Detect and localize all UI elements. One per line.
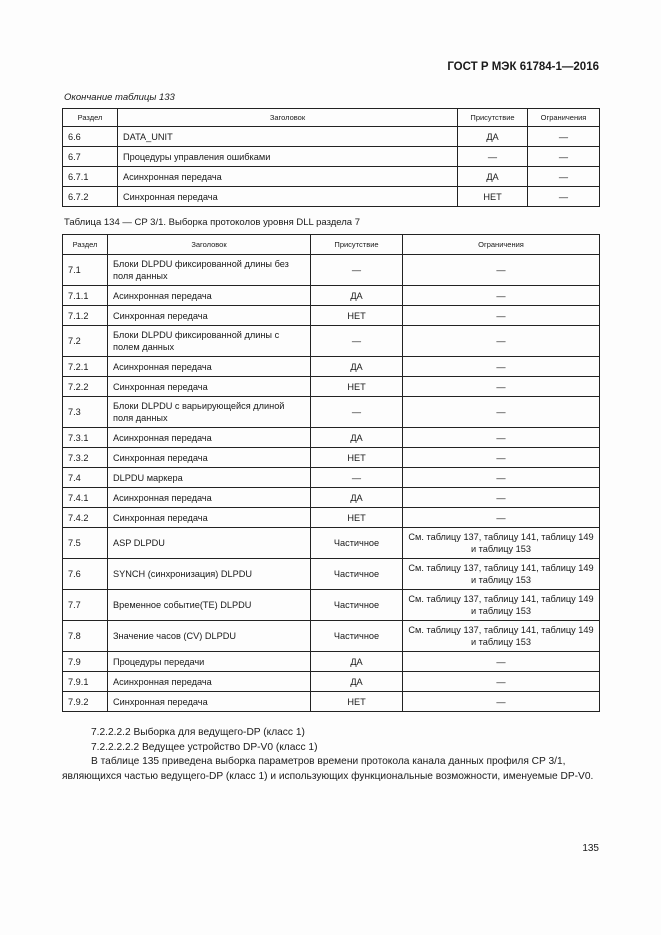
column-header: Заголовок — [118, 109, 458, 127]
table-row — [63, 528, 600, 559]
title-cell: Асинхронная передача — [108, 286, 311, 306]
section-cell: 7.5 — [63, 528, 108, 559]
restrictions-cell: — — [403, 255, 600, 286]
title-cell: Синхронная передача — [108, 508, 311, 528]
title-cell: Синхронная передача — [108, 448, 311, 468]
table-133-caption: Окончание таблицы 133 — [64, 92, 175, 103]
presence-cell: ДА — [311, 428, 403, 448]
title-cell: ASP DLPDU — [108, 528, 311, 559]
restrictions-cell: — — [528, 167, 600, 187]
paragraph: В таблице 135 приведена выборка параметров времени протокола канала данных профиля CP 3/1, являющихся частью ведущего-DP (класс 1) и использующих функциональные возможности, именуемые DP-V0. — [62, 756, 594, 782]
section-cell: 6.6 — [63, 127, 118, 147]
title-cell: Асинхронная передача — [108, 488, 311, 508]
section-cell: 6.7.1 — [63, 167, 118, 187]
section-cell: 7.9 — [63, 652, 108, 672]
restrictions-cell: — — [403, 692, 600, 712]
table-row — [63, 590, 600, 621]
table-row — [63, 167, 600, 187]
title-cell: Синхронная передача — [108, 377, 311, 397]
presence-cell: — — [311, 468, 403, 488]
section-heading: 7.2.2.2.2 Выборка для ведущего-DP (класс 1) — [91, 727, 305, 738]
table-row — [63, 559, 600, 590]
presence-cell: — — [458, 147, 528, 167]
presence-cell: ДА — [458, 167, 528, 187]
title-cell: SYNCH (синхронизация) DLPDU — [108, 559, 311, 590]
title-cell: Асинхронная передача — [108, 428, 311, 448]
title-cell: DLPDU маркера — [108, 468, 311, 488]
table-row — [63, 508, 600, 528]
table-row — [63, 468, 600, 488]
table-row — [63, 672, 600, 692]
column-header: Присутствие — [311, 235, 403, 255]
presence-cell: ДА — [311, 488, 403, 508]
presence-cell: — — [311, 397, 403, 428]
section-cell: 7.3 — [63, 397, 108, 428]
section-cell: 7.7 — [63, 590, 108, 621]
section-cell: 7.3.1 — [63, 428, 108, 448]
presence-cell: — — [311, 255, 403, 286]
restrictions-cell: — — [403, 468, 600, 488]
table-row — [63, 357, 600, 377]
title-cell: Блоки DLPDU фиксированной длины без поля данных — [108, 255, 311, 286]
table-row — [63, 187, 600, 207]
table-134-caption: Таблица 134 — CP 3/1. Выборка протоколов уровня DLL раздела 7 — [64, 217, 360, 228]
title-cell: Процедуры управления ошибками — [118, 147, 458, 167]
table-row — [63, 147, 600, 167]
table-row — [63, 448, 600, 468]
title-cell: Временное событие(TE) DLPDU — [108, 590, 311, 621]
table-row — [63, 692, 600, 712]
restrictions-cell: См. таблицу 137, таблицу 141, таблицу 149 и таблицу 153 — [403, 621, 600, 652]
table-row — [63, 652, 600, 672]
restrictions-cell: — — [403, 652, 600, 672]
column-header: Ограничения — [403, 235, 600, 255]
column-header: Раздел — [63, 109, 118, 127]
presence-cell: НЕТ — [311, 508, 403, 528]
section-cell: 7.4.1 — [63, 488, 108, 508]
section-cell: 7.9.2 — [63, 692, 108, 712]
section-cell: 7.8 — [63, 621, 108, 652]
presence-cell: НЕТ — [311, 448, 403, 468]
restrictions-cell: — — [403, 488, 600, 508]
restrictions-cell: — — [403, 672, 600, 692]
column-header: Раздел — [63, 235, 108, 255]
presence-cell: ДА — [311, 672, 403, 692]
restrictions-cell: — — [403, 326, 600, 357]
restrictions-cell: — — [403, 306, 600, 326]
title-cell: Синхронная передача — [118, 187, 458, 207]
restrictions-cell: — — [403, 428, 600, 448]
section-cell: 7.1.1 — [63, 286, 108, 306]
presence-cell: — — [311, 326, 403, 357]
restrictions-cell: — — [403, 448, 600, 468]
restrictions-cell: — — [403, 357, 600, 377]
restrictions-cell: — — [528, 187, 600, 207]
table-row — [63, 127, 600, 147]
presence-cell: НЕТ — [311, 377, 403, 397]
presence-cell: НЕТ — [458, 187, 528, 207]
title-cell: DATA_UNIT — [118, 127, 458, 147]
section-cell: 7.1 — [63, 255, 108, 286]
title-cell: Синхронная передача — [108, 306, 311, 326]
restrictions-cell: См. таблицу 137, таблицу 141, таблицу 149 и таблицу 153 — [403, 590, 600, 621]
page-number: 135 — [582, 843, 599, 854]
table-row — [63, 286, 600, 306]
table-row — [63, 397, 600, 428]
table-row — [63, 428, 600, 448]
section-cell: 6.7.2 — [63, 187, 118, 207]
restrictions-cell: См. таблицу 137, таблицу 141, таблицу 149 и таблицу 153 — [403, 528, 600, 559]
presence-cell: ДА — [311, 652, 403, 672]
title-cell: Блоки DLPDU фиксированной длины с полем данных — [108, 326, 311, 357]
title-cell: Блоки DLPDU с варьирующейся длиной поля данных — [108, 397, 311, 428]
body-text — [62, 726, 599, 784]
title-cell: Асинхронная передача — [108, 357, 311, 377]
restrictions-cell: — — [403, 377, 600, 397]
title-cell: Синхронная передача — [108, 692, 311, 712]
table-row — [63, 255, 600, 286]
table-row — [63, 326, 600, 357]
table-row — [63, 306, 600, 326]
section-cell: 7.4.2 — [63, 508, 108, 528]
column-header: Ограничения — [528, 109, 600, 127]
column-header: Заголовок — [108, 235, 311, 255]
table-133 — [62, 108, 600, 207]
table-row — [63, 621, 600, 652]
presence-cell: ДА — [311, 286, 403, 306]
restrictions-cell: — — [403, 397, 600, 428]
table-row — [63, 488, 600, 508]
section-cell: 7.6 — [63, 559, 108, 590]
section-cell: 6.7 — [63, 147, 118, 167]
restrictions-cell: — — [403, 508, 600, 528]
section-cell: 7.2.1 — [63, 357, 108, 377]
section-heading: 7.2.2.2.2.2 Ведущее устройство DP-V0 (класс 1) — [91, 741, 318, 753]
section-cell: 7.2.2 — [63, 377, 108, 397]
restrictions-cell: — — [528, 127, 600, 147]
table-134 — [62, 234, 600, 712]
presence-cell: ДА — [311, 357, 403, 377]
restrictions-cell: — — [403, 286, 600, 306]
title-cell: Асинхронная передача — [108, 672, 311, 692]
presence-cell: ДА — [458, 127, 528, 147]
presence-cell: НЕТ — [311, 692, 403, 712]
table-row — [63, 377, 600, 397]
presence-cell: Частичное — [311, 621, 403, 652]
presence-cell: Частичное — [311, 590, 403, 621]
section-cell: 7.4 — [63, 468, 108, 488]
presence-cell: Частичное — [311, 559, 403, 590]
section-cell: 7.9.1 — [63, 672, 108, 692]
title-cell: Процедуры передачи — [108, 652, 311, 672]
presence-cell: Частичное — [311, 528, 403, 559]
presence-cell: НЕТ — [311, 306, 403, 326]
title-cell: Асинхронная передача — [118, 167, 458, 187]
column-header: Присутствие — [458, 109, 528, 127]
title-cell: Значение часов (CV) DLPDU — [108, 621, 311, 652]
document-header: ГОСТ Р МЭК 61784-1—2016 — [447, 61, 599, 73]
restrictions-cell: — — [528, 147, 600, 167]
section-cell: 7.3.2 — [63, 448, 108, 468]
section-cell: 7.2 — [63, 326, 108, 357]
section-cell: 7.1.2 — [63, 306, 108, 326]
restrictions-cell: См. таблицу 137, таблицу 141, таблицу 149 и таблицу 153 — [403, 559, 600, 590]
